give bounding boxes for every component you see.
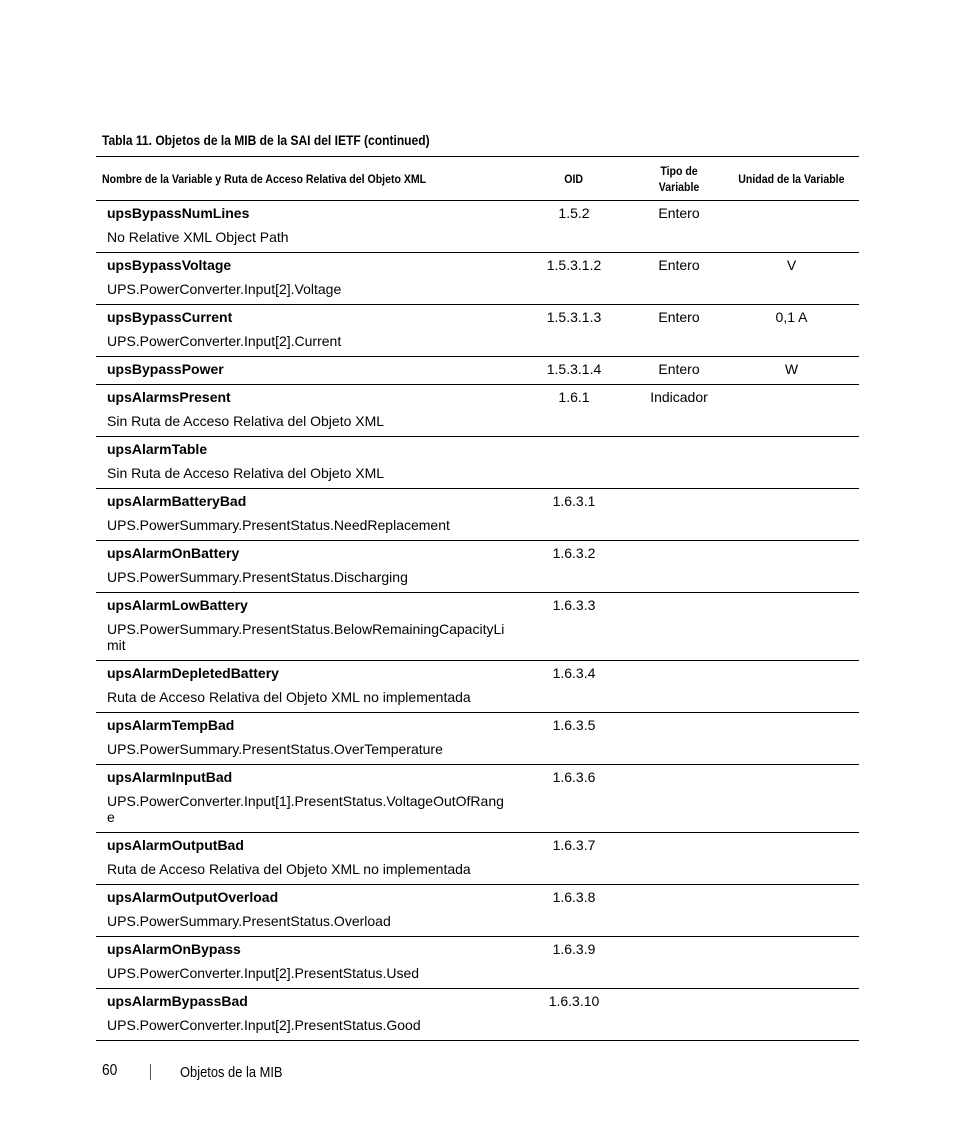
variable-type-cell bbox=[634, 541, 724, 593]
table-row bbox=[96, 489, 859, 541]
unit-cell bbox=[724, 437, 859, 489]
variable-name: upsAlarmOutputOverload bbox=[107, 889, 279, 905]
variable-cell bbox=[96, 489, 514, 541]
variable-type-cell: Entero bbox=[658, 257, 700, 273]
variable-cell bbox=[96, 357, 514, 385]
oid-cell: 1.6.3.2 bbox=[552, 545, 596, 561]
table-caption: Tabla 11. Objetos de la MIB de la SAI del IETF (continued) bbox=[102, 132, 430, 148]
variable-name: upsAlarmBatteryBad bbox=[107, 493, 247, 509]
oid-cell: 1.6.3.9 bbox=[552, 941, 596, 957]
variable-cell bbox=[96, 305, 514, 357]
variable-type-cell bbox=[634, 437, 724, 489]
variable-name: upsAlarmOnBypass bbox=[107, 941, 241, 957]
xml-object-path: Ruta de Acceso Relativa del Objeto XML no implementada bbox=[107, 689, 471, 705]
oid-cell bbox=[514, 437, 634, 489]
table-row bbox=[96, 541, 859, 593]
xml-object-path: UPS.PowerConverter.Input[2].Current bbox=[107, 333, 342, 349]
variable-name: upsAlarmInputBad bbox=[107, 769, 233, 785]
oid-cell: 1.5.3.1.2 bbox=[546, 257, 602, 273]
variable-name: upsAlarmOutputBad bbox=[107, 837, 244, 853]
variable-cell bbox=[96, 253, 514, 305]
variable-cell bbox=[96, 713, 514, 765]
xml-object-path: UPS.PowerSummary.PresentStatus.BelowRemainingCapacityLimit bbox=[107, 621, 505, 653]
variable-type-cell bbox=[634, 885, 724, 937]
footer-section-title: Objetos de la MIB bbox=[180, 1064, 283, 1081]
xml-object-path: UPS.PowerConverter.Input[2].PresentStatus.Good bbox=[107, 1017, 421, 1033]
variable-cell bbox=[96, 833, 514, 885]
xml-object-path: Sin Ruta de Acceso Relativa del Objeto XML bbox=[107, 413, 385, 429]
unit-cell bbox=[724, 201, 859, 253]
mib-objects-table bbox=[96, 156, 859, 1041]
unit-cell bbox=[724, 385, 859, 437]
unit-cell bbox=[724, 713, 859, 765]
unit-cell bbox=[724, 937, 859, 989]
table-row bbox=[96, 593, 859, 661]
table-row bbox=[96, 765, 859, 833]
variable-name: upsAlarmDepletedBattery bbox=[107, 665, 279, 681]
table-row bbox=[96, 833, 859, 885]
oid-cell: 1.5.3.1.3 bbox=[546, 309, 602, 325]
variable-cell bbox=[96, 593, 514, 661]
table-row bbox=[96, 305, 859, 357]
unit-cell: W bbox=[784, 361, 799, 377]
variable-type-cell: Entero bbox=[658, 309, 700, 325]
variable-cell bbox=[96, 885, 514, 937]
unit-cell bbox=[724, 541, 859, 593]
variable-cell bbox=[96, 989, 514, 1041]
variable-name: upsAlarmTable bbox=[107, 441, 208, 457]
unit-cell bbox=[724, 833, 859, 885]
table-row bbox=[96, 937, 859, 989]
unit-cell bbox=[724, 885, 859, 937]
xml-object-path: UPS.PowerSummary.PresentStatus.Discharging bbox=[107, 569, 408, 585]
variable-name: upsBypassCurrent bbox=[107, 309, 233, 325]
variable-name: upsAlarmTempBad bbox=[107, 717, 235, 733]
unit-cell: 0,1 A bbox=[775, 309, 808, 325]
page-number: 60 bbox=[102, 1062, 118, 1079]
table-row bbox=[96, 437, 859, 489]
table-row bbox=[96, 253, 859, 305]
table-body bbox=[96, 201, 859, 1041]
variable-cell bbox=[96, 541, 514, 593]
oid-cell: 1.6.3.8 bbox=[552, 889, 596, 905]
variable-name: upsAlarmBypassBad bbox=[107, 993, 248, 1009]
oid-cell: 1.6.3.10 bbox=[548, 993, 600, 1009]
oid-cell: 1.6.3.3 bbox=[552, 597, 596, 613]
table-header-row bbox=[96, 157, 859, 201]
unit-cell: V bbox=[786, 257, 797, 273]
variable-cell bbox=[96, 765, 514, 833]
variable-cell bbox=[96, 437, 514, 489]
oid-cell: 1.6.1 bbox=[558, 389, 590, 405]
variable-type-cell bbox=[634, 833, 724, 885]
oid-cell: 1.5.2 bbox=[558, 205, 590, 221]
variable-type-cell: Indicador bbox=[650, 389, 708, 405]
table-row bbox=[96, 661, 859, 713]
variable-cell bbox=[96, 201, 514, 253]
column-header-name: Nombre de la Variable y Ruta de Acceso Relativa del Objeto XML bbox=[102, 171, 427, 186]
oid-cell: 1.6.3.6 bbox=[552, 769, 596, 785]
oid-cell: 1.6.3.5 bbox=[552, 717, 596, 733]
xml-object-path: UPS.PowerSummary.PresentStatus.Overload bbox=[107, 913, 391, 929]
variable-type-cell bbox=[634, 593, 724, 661]
variable-type-cell bbox=[634, 765, 724, 833]
column-header-oid: OID bbox=[564, 171, 584, 186]
variable-cell bbox=[96, 385, 514, 437]
unit-cell bbox=[724, 765, 859, 833]
variable-type-cell bbox=[634, 713, 724, 765]
xml-object-path: UPS.PowerSummary.PresentStatus.NeedReplacement bbox=[107, 517, 450, 533]
xml-object-path: Ruta de Acceso Relativa del Objeto XML no implementada bbox=[107, 861, 471, 877]
unit-cell bbox=[724, 989, 859, 1041]
oid-cell: 1.5.3.1.4 bbox=[546, 361, 602, 377]
variable-name: upsAlarmsPresent bbox=[107, 389, 231, 405]
xml-object-path: UPS.PowerConverter.Input[2].Voltage bbox=[107, 281, 342, 297]
variable-name: upsBypassNumLines bbox=[107, 205, 250, 221]
table-row bbox=[96, 357, 859, 385]
variable-name: upsBypassVoltage bbox=[107, 257, 232, 273]
oid-cell: 1.6.3.4 bbox=[552, 665, 596, 681]
variable-type-cell: Entero bbox=[658, 361, 700, 377]
unit-cell bbox=[724, 489, 859, 541]
variable-type-cell bbox=[634, 489, 724, 541]
unit-cell bbox=[724, 661, 859, 713]
table-row bbox=[96, 713, 859, 765]
table-row bbox=[96, 201, 859, 253]
variable-type-cell: Entero bbox=[658, 205, 700, 221]
variable-name: upsBypassPower bbox=[107, 361, 224, 377]
footer-divider bbox=[150, 1064, 151, 1080]
oid-cell: 1.6.3.1 bbox=[552, 493, 596, 509]
oid-cell: 1.6.3.7 bbox=[552, 837, 596, 853]
table-row bbox=[96, 385, 859, 437]
xml-object-path: UPS.PowerSummary.PresentStatus.OverTemperature bbox=[107, 741, 443, 757]
table-row bbox=[96, 885, 859, 937]
variable-cell bbox=[96, 937, 514, 989]
variable-type-cell bbox=[634, 661, 724, 713]
xml-object-path: Sin Ruta de Acceso Relativa del Objeto XML bbox=[107, 465, 385, 481]
variable-name: upsAlarmLowBattery bbox=[107, 597, 248, 613]
table-row bbox=[96, 989, 859, 1041]
xml-object-path: No Relative XML Object Path bbox=[107, 229, 289, 245]
column-header-unit: Unidad de la Variable bbox=[738, 171, 845, 186]
unit-cell bbox=[724, 593, 859, 661]
variable-cell bbox=[96, 661, 514, 713]
xml-object-path: UPS.PowerConverter.Input[1].PresentStatus.VoltageOutOfRange bbox=[107, 793, 504, 825]
column-header-type: Tipo de Variable bbox=[658, 163, 700, 194]
variable-type-cell bbox=[634, 989, 724, 1041]
variable-type-cell bbox=[634, 937, 724, 989]
variable-name: upsAlarmOnBattery bbox=[107, 545, 240, 561]
xml-object-path: UPS.PowerConverter.Input[2].PresentStatus.Used bbox=[107, 965, 420, 981]
